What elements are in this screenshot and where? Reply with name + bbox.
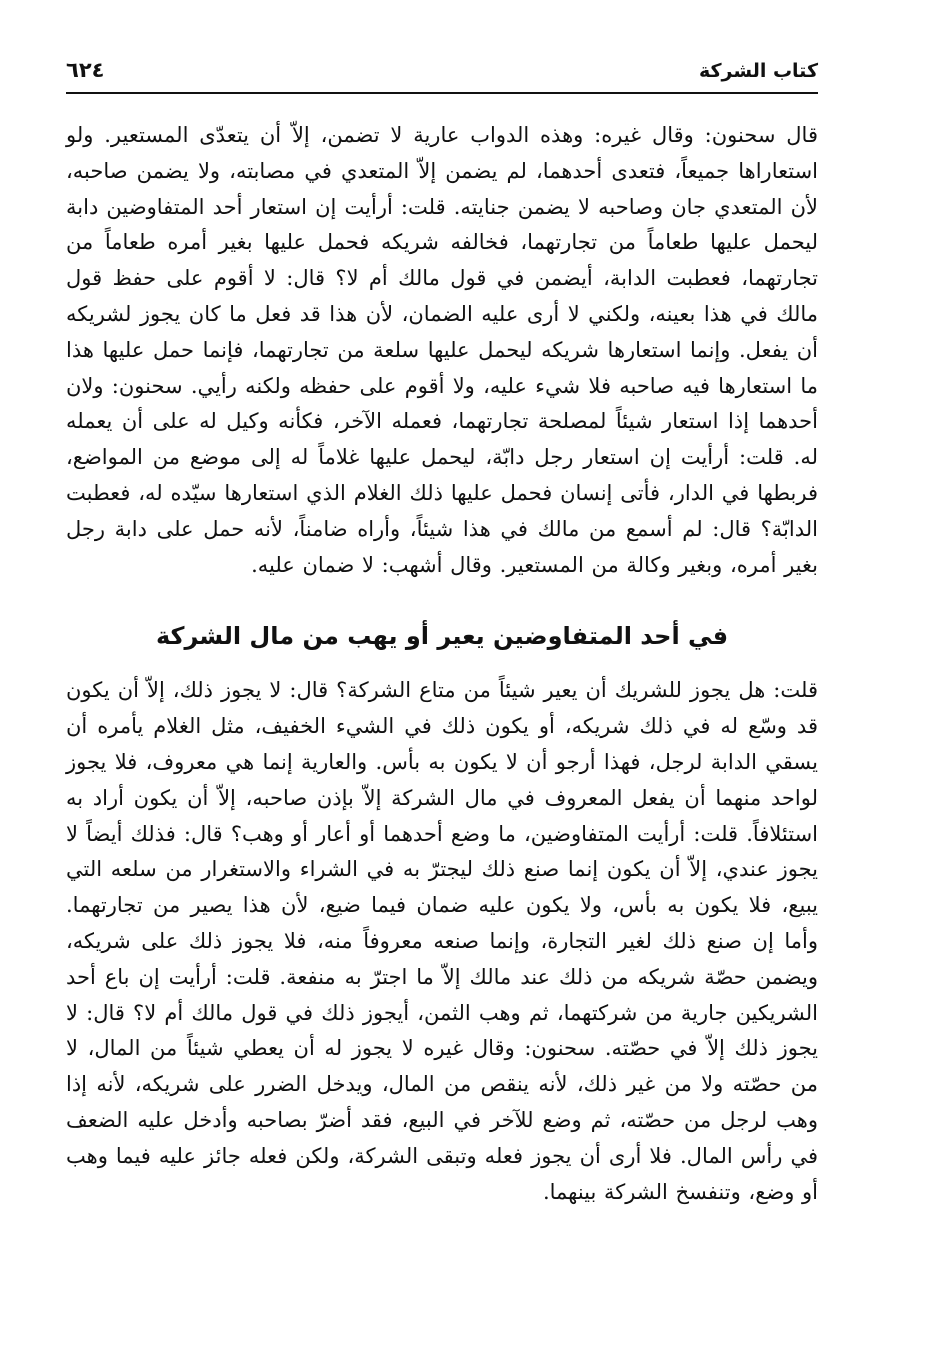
body-text bbox=[66, 118, 818, 1210]
paragraph: قلت: هل يجوز للشريك أن يعير شيئاً من متاع الشركة؟ قال: لا يجوز ذلك، إلاّ أن يكون قد وسّع له في ذلك شريكه، أو يكون ذلك في الشيء الخفيف، مثل الغلام يأمره أن يسقي الدابة لرجل، فهذا أرجو أن لا يكون به بأس. والعارية إنما هي معروف، فلا يجوز لواحد منهما أن يفعل المعروف في مال الشركة إلاّ بإذن صاحبه، إلاّ أن يكون أراد به استئلافاً. قلت: أرأيت المتفاوضين، ما وضع أحدهما أو أعار أو وهب؟ قال: فذلك أيضاً لا يجوز عندي، إلاّ أن يكون إنما صنع ذلك ليجترّ به في الشراء والاستغرار من سلعه التي يبيع، فلا يكون به بأس، ولا يكون عليه ضمان فيما ضيع، لأن هذا يصير من تجارتهما. وأما إن صنع ذلك لغير التجارة، وإنما صنعه معروفاً منه، فلا يجوز ذلك على شريكه، ويضمن حصّة شريكه من ذلك عند مالك إلاّ ما اجترّ به منفعة. قلت: أرأيت إن باع أحد الشريكين جارية من شركتهما، ثم وهب الثمن، أيجوز ذلك في قول مالك أم لا؟ قال: لا يجوز ذلك إلاّ في حصّته. سحنون: وقال غيره لا يجوز له أن يعطي شيئاً من المال، لا من حصّته ولا من غير ذلك، لأنه ينقص من المال، ويدخل الضرر على شريكه، لأنه إذا وهب لرجل من حصّته، ثم وضع للآخر في البيع، فقد أضرّ بصاحبه وأدخل عليه الضعف في رأس المال. فلا أرى أن يجوز فعله وتبقى الشركة، ولكن فعله جائز عليه فيما وهب أو وضع، وتنفسخ الشركة بينهما. bbox=[66, 678, 818, 1204]
book-title: كتاب الشركة bbox=[698, 60, 818, 82]
section-heading: في أحد المتفاوضين يعير أو يهب من مال الشركة bbox=[155, 622, 729, 651]
paragraph: قال سحنون: وقال غيره: وهذه الدواب عارية لا تضمن، إلاّ أن يتعدّى المستعير. ولو استعاراها جميعاً، فتعدى أحدهما، لم يضمن إلاّ المتعدي في مصابته، ولا يضمن صاحبه، لأن المتعدي جان وصاحبه لا يضمن جنايته. قلت: أرأيت إن استعار أحد المتفاوضين دابة ليحمل عليها طعاماً من تجارتهما، فخالفه شريكه فحمل عليها بغير أمره طعاماً من تجارتهما، فعطبت الدابة، أيضمن في قول مالك أم لا؟ قال: لا أقوم على حفظ قول مالك في هذا بعينه، ولكني لا أرى عليه الضمان، لأن هذا قد فعل ما كان يجوز لشريكه أن يفعل. وإنما استعارها شريكه ليحمل عليها سلعة من تجارتهما، فإنما حمل عليها هذا ما استعارها فيه صاحبه فلا شيء عليه، ولا أقوم على حفظه ولكنه رأيي. سحنون: ولان أحدهما إذا استعار شيئاً لمصلحة تجارتهما، فعمله الآخر، فكأنه وكيل له على أن يعمله له. قلت: أرأيت إن استعار رجل دابّة، ليحمل عليها غلاماً له إلى موضع من المواضع، فربطها في الدار، فأتى إنسان فحمل عليها ذلك الغلام الذي استعارها سيّده له، فعطبت الدابّة؟ قال: لم أسمع من مالك في هذا شيئاً، وأراه ضامناً، لأنه حمل على دابة رجل بغير أمره، وبغير وكالة من المستعير. وقال أشهب: لا ضمان عليه. bbox=[66, 123, 818, 577]
page-number: ٦٢٤ bbox=[66, 58, 105, 82]
running-head bbox=[66, 58, 818, 94]
